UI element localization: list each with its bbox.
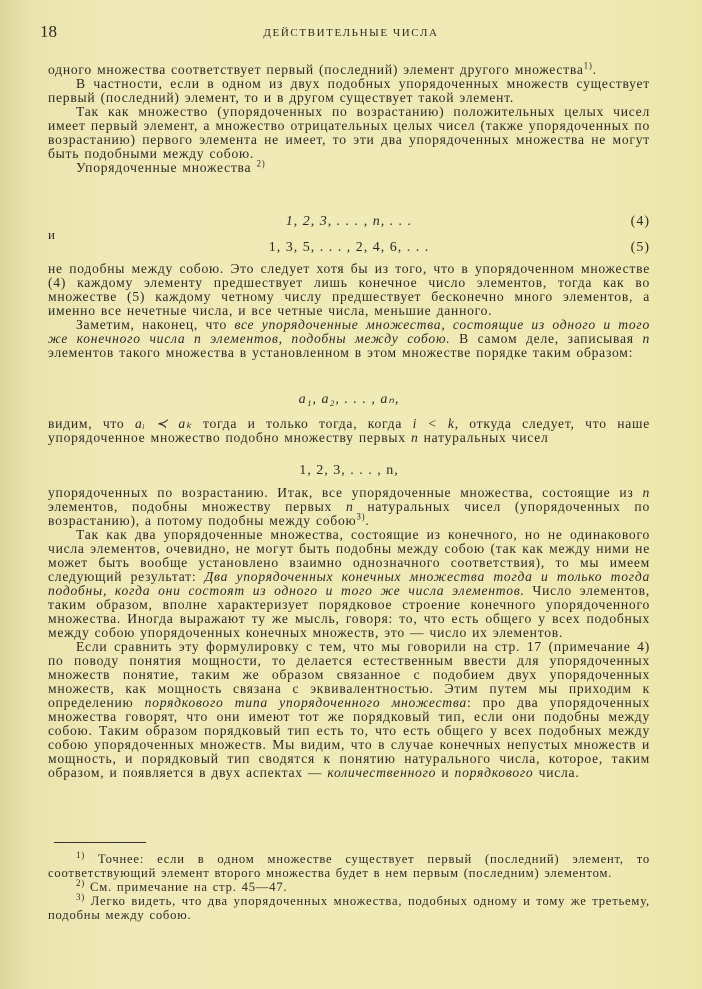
text-run: В самом деле, записывая (450, 331, 643, 346)
text-run: видим, что (48, 416, 135, 431)
footnote-marker: 2) (76, 877, 86, 888)
equation-5 (48, 240, 650, 256)
text-run: , откуда следует, что наше упорядоченное множество подобно множеству первых (48, 416, 651, 445)
conjunction: и (48, 227, 55, 242)
text-run: не подобны между собою. Это следует хотя бы из того, что в упорядоченном множестве (4) каждому элементу предшествует лишь конечное число элементов, тогда как во множестве (5) каждому четному числу предшествует бесконечно много элементов, а именно все нечетные числа, и все четные числа, меньшие данного. (48, 261, 650, 318)
paragraph (48, 77, 650, 105)
footnote-marker: 1) (76, 849, 86, 860)
footnote-marker: 1) (583, 60, 593, 71)
italic-run: i < k (412, 416, 455, 431)
footnote-marker: 3) (356, 511, 366, 522)
equation-sequence-a (48, 391, 650, 408)
footnote (48, 891, 650, 922)
italic-run: порядкового типа упорядоченного множества (144, 695, 467, 710)
italic-run: n (642, 485, 650, 500)
equation-text: a₁, a₂, . . . , aₙ, (298, 392, 400, 407)
footnote-marker: 2) (256, 158, 266, 169)
equation-label: (5) (630, 240, 650, 255)
footnote (48, 849, 650, 880)
text-run: элементов такого множества в установленном в этом множестве порядке таким образом: (48, 345, 634, 360)
page-number: 18 (40, 22, 57, 41)
text-run: Точнее: если в одном множестве существует первый (последний) элемент, то соответствующий элемент второго множества будет в нем первым (последним) элементом. (48, 852, 650, 880)
paragraph (48, 262, 650, 318)
text-run: числа. (533, 765, 580, 780)
text-run: одного множества соответствует первый (последний) элемент другого множества (48, 62, 584, 77)
text-run: упорядоченных по возрастанию. Итак, все упорядоченные множества, состоящие из (48, 485, 643, 500)
footnote (48, 877, 650, 894)
equation-text: 1, 2, 3, . . . , n, . . . (285, 214, 413, 229)
paragraph (48, 417, 650, 445)
text-run: Число элементов, таким образом, вполне характеризует порядковое строение конечного упорядоченного множества. Иногда выражают ту же мысль, говоря: то, что есть общего у всех подобных между собою упорядоченных конечных множеств, это — число их элементов. (48, 583, 651, 640)
text-block-3 (48, 417, 650, 445)
paragraph (48, 105, 650, 161)
italic-run: количественного (327, 765, 437, 780)
equation-sequence-n (48, 463, 650, 479)
text-run: тогда и только тогда, когда (192, 416, 413, 431)
footnote-marker: 3) (76, 891, 86, 902)
text-run: . (365, 513, 370, 528)
paragraph (48, 318, 650, 360)
text-block-4 (48, 486, 650, 780)
italic-run: n (345, 499, 354, 514)
text-run: Легко видеть, что два упорядоченных множества, подобных одному и тому же третьему, подобны между собою. (48, 894, 650, 922)
equation-4 (48, 214, 650, 230)
text-run: См. примечание на стр. 45—47. (85, 880, 288, 894)
text-run: натуральных чисел (упорядоченных по возрастанию), а потому подобны между собою (48, 499, 651, 528)
paragraph (48, 60, 650, 77)
italic-run: n (410, 430, 419, 445)
text-run: В частности, если в одном из двух подобных упорядоченных множеств существует первый (последний) элемент, то и в другом существует такой элемент. (48, 76, 650, 105)
equation-text: 1, 2, 3, . . . , n, (299, 463, 399, 478)
italic-run: aᵢ ≺ aₖ (134, 416, 193, 431)
paragraph (48, 640, 650, 780)
text-run: Упорядоченные множества (76, 160, 257, 175)
text-run: Так как два упорядоченные множества, состоящие из конечного, но не одинакового числа элементов, очевидно, не могут быть подобны между собою (так как между ними не может быть вообще установлено взаимно однозначного соответствия), то мы имеем следующий результат: (48, 527, 650, 584)
text-run: и (436, 765, 455, 780)
footnote-divider (54, 842, 146, 843)
text-block-2 (48, 262, 650, 360)
equation-text: 1, 3, 5, . . . , 2, 4, 6, . . . (268, 240, 430, 255)
text-block-1 (48, 60, 650, 175)
paragraph (48, 486, 650, 528)
italic-run: n (642, 331, 651, 346)
text-run: Заметим, наконец, что (76, 317, 235, 332)
text-run: Так как множество (упорядоченных по возрастанию) положительных целых чисел имеет первый элемент, а множество отрицательных целых чисел (также упорядоченных по возрастанию) первого элемента не имеет, то эти два упорядоченных множества не могут быть подобными между собою. (48, 104, 650, 161)
paragraph (48, 158, 650, 175)
text-run: : про два упорядоченных множества говорят, что они имеют тот же порядковый тип, если они подобны между собою. Таким образом порядковый тип есть то, что есть общего у всех подобных между собою упорядоченных множеств. Мы видим, что в случае конечных непустых множеств и мощность, и порядковый тип сводятся к понятию натурального числа, которое, таким образом, и появляется в двух аспектах — (48, 695, 650, 780)
running-title: ДЕЙСТВИТЕЛЬНЫЕ ЧИСЛА (263, 27, 439, 39)
italic-run: порядкового (454, 765, 534, 780)
text-run: натуральных чисел (418, 430, 549, 445)
paragraph (48, 528, 650, 640)
text-run: . (592, 62, 597, 77)
footnotes (48, 849, 650, 922)
italic-run: Два упорядоченных конечных множества тогда и только тогда подобны, когда они состоят из одного и того же числа элементов. (48, 569, 650, 598)
equation-label: (4) (630, 214, 650, 229)
text-run: элементов, подобны множеству первых (48, 499, 346, 514)
italic-run: все упорядоченные множества, состоящие из одного и того же конечного числа n элементов, подобны между собою. (48, 317, 650, 346)
text-run: Если сравнить эту формулировку с тем, что мы говорили на стр. 17 (примечание 4) по поводу понятия мощности, то делается естественным ввести для упорядоченных множеств понятие, таким же образом связанное с подобием двух упорядоченных множеств, как мощность связана с эквивалентностью. Этим путем мы приходим к определению (48, 639, 650, 710)
